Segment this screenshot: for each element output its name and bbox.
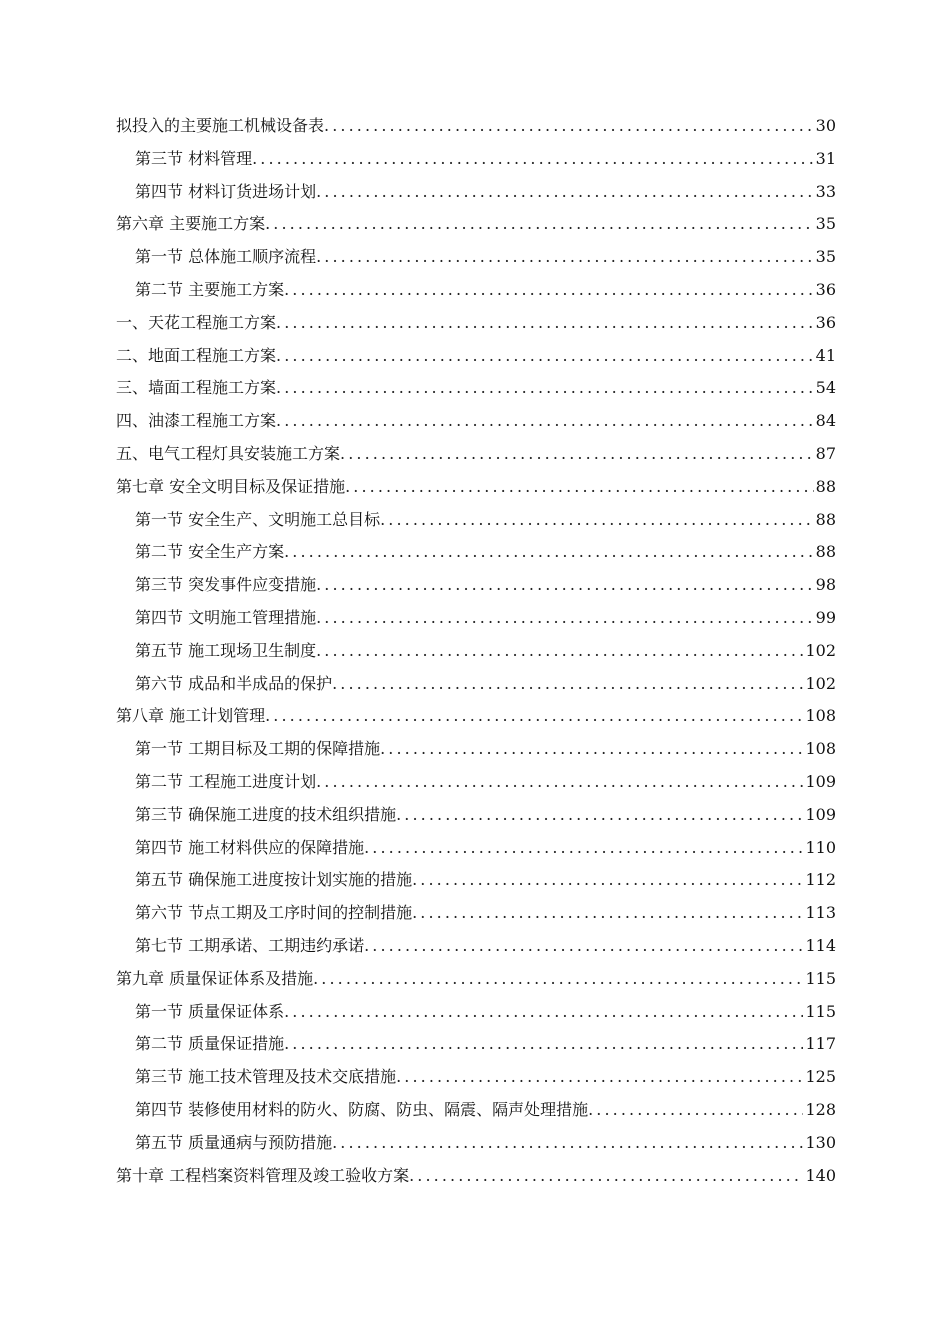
dot-leader: [316, 635, 803, 668]
toc-entry-label: 第五节 施工现场卫生制度: [135, 640, 317, 660]
toc-entry[interactable]: [116, 635, 836, 668]
dot-leader: [276, 372, 814, 405]
toc-page-number: 35: [815, 214, 836, 234]
toc-page-number: 87: [815, 443, 836, 463]
toc-page-number: 113: [805, 903, 836, 923]
table-of-contents: [116, 110, 836, 1192]
toc-entry[interactable]: [116, 569, 836, 602]
toc-entry[interactable]: [116, 536, 836, 569]
dot-leader: [588, 1094, 803, 1127]
dot-leader: [324, 110, 814, 143]
dot-leader: [316, 176, 814, 209]
toc-entry-label: 第四节 文明施工管理措施: [135, 607, 317, 627]
toc-entry-label: 第一节 总体施工顺序流程: [135, 247, 317, 267]
toc-page-number: 108: [805, 706, 836, 726]
dot-leader: [265, 208, 814, 241]
dot-leader: [412, 864, 803, 897]
toc-entry[interactable]: [116, 1160, 836, 1193]
dot-leader: [364, 832, 803, 865]
toc-entry[interactable]: [116, 438, 836, 471]
dot-leader: [380, 504, 814, 537]
toc-entry-label: 第三节 施工技术管理及技术交底措施: [135, 1067, 397, 1087]
toc-page-number: 115: [805, 1001, 836, 1021]
dot-leader: [316, 602, 814, 635]
toc-page-number: 128: [805, 1099, 836, 1119]
toc-entry-label: 第二节 主要施工方案: [135, 279, 285, 299]
toc-entry-label: 第十章 工程档案资料管理及竣工验收方案: [116, 1165, 410, 1185]
dot-leader: [396, 799, 803, 832]
dot-leader: [284, 996, 803, 1029]
toc-entry-label: 第二节 质量保证措施: [135, 1034, 285, 1054]
toc-page-number: 109: [805, 804, 836, 824]
toc-entry-label: 第一节 工期目标及工期的保障措施: [135, 739, 381, 759]
toc-entry[interactable]: [116, 176, 836, 209]
toc-entry-label: 第一节 质量保证体系: [135, 1001, 285, 1021]
toc-page-number: 41: [815, 345, 836, 365]
toc-entry-label: 第四节 材料订货进场计划: [135, 181, 317, 201]
toc-entry-label: 拟投入的主要施工机械设备表: [116, 116, 325, 135]
dot-leader: [364, 930, 803, 963]
toc-entry-label: 第四节 装修使用材料的防火、防腐、防虫、隔震、隔声处理措施: [135, 1099, 589, 1119]
toc-entry-label: 第三节 确保施工进度的技术组织措施: [135, 804, 397, 824]
toc-page-number: 98: [815, 575, 836, 595]
toc-page-number: 54: [815, 378, 836, 398]
dot-leader: [396, 1061, 803, 1094]
toc-entry[interactable]: [116, 1127, 836, 1160]
toc-entry-label: 第五节 质量通病与预防措施: [135, 1132, 333, 1152]
toc-entry-label: 第一节 安全生产、文明施工总目标: [135, 509, 381, 529]
toc-entry-label: 第六章 主要施工方案: [116, 214, 266, 234]
toc-entry-label: 第二节 工程施工进度计划: [135, 771, 317, 791]
dot-leader: [276, 405, 814, 438]
dot-leader: [313, 963, 803, 996]
dot-leader: [284, 1028, 803, 1061]
toc-page-number: 112: [805, 870, 836, 890]
dot-leader: [332, 1127, 803, 1160]
toc-entry[interactable]: [116, 864, 836, 897]
toc-entry-label: 第八章 施工计划管理: [116, 706, 266, 726]
dot-leader: [340, 438, 814, 471]
toc-entry[interactable]: [116, 897, 836, 930]
dot-leader: [276, 340, 814, 373]
toc-entry[interactable]: [116, 799, 836, 832]
toc-page-number: 109: [805, 771, 836, 791]
toc-page-number: 102: [805, 640, 836, 660]
toc-entry[interactable]: [116, 733, 836, 766]
toc-entry-label: 第七节 工期承诺、工期违约承诺: [135, 935, 365, 955]
toc-page-number: 130: [805, 1132, 836, 1152]
toc-entry-label: 第三节 材料管理: [135, 148, 253, 168]
toc-entry-label: 第九章 质量保证体系及措施: [116, 968, 314, 988]
toc-page-number: 115: [805, 968, 836, 988]
toc-page-number: 110: [805, 837, 836, 857]
toc-page-number: 88: [815, 476, 836, 496]
toc-entry-label: 第六节 成品和半成品的保护: [135, 673, 333, 693]
toc-entry[interactable]: [116, 143, 836, 176]
toc-entry-label: 一、天花工程施工方案: [116, 312, 277, 332]
dot-leader: [265, 700, 803, 733]
dot-leader: [345, 471, 814, 504]
toc-page-number: 114: [805, 935, 836, 955]
toc-page-number: 35: [815, 247, 836, 267]
toc-entry[interactable]: [116, 700, 836, 733]
toc-page-number: 88: [815, 509, 836, 529]
toc-page-number: 33: [815, 181, 836, 201]
dot-leader: [252, 143, 814, 176]
toc-entry-label: 五、电气工程灯具安装施工方案: [116, 443, 341, 463]
toc-page-number: 36: [815, 279, 836, 299]
dot-leader: [409, 1160, 803, 1193]
toc-entry[interactable]: [116, 602, 836, 635]
toc-entry[interactable]: [116, 307, 836, 340]
toc-page-number: 31: [815, 148, 836, 168]
dot-leader: [316, 766, 803, 799]
toc-page-number: 102: [805, 673, 836, 693]
toc-entry[interactable]: [116, 1094, 836, 1127]
toc-entry[interactable]: [116, 274, 836, 307]
toc-entry[interactable]: [116, 504, 836, 537]
toc-entry[interactable]: [116, 372, 836, 405]
toc-entry[interactable]: [116, 340, 836, 373]
toc-entry[interactable]: [116, 668, 836, 701]
toc-entry[interactable]: [116, 208, 836, 241]
toc-entry[interactable]: [116, 110, 836, 143]
dot-leader: [316, 241, 814, 274]
dot-leader: [284, 274, 814, 307]
toc-entry-label: 第五节 确保施工进度按计划实施的措施: [135, 870, 413, 890]
toc-page-number: 117: [805, 1034, 836, 1054]
dot-leader: [412, 897, 803, 930]
toc-entry[interactable]: [116, 1028, 836, 1061]
toc-page-number: 88: [815, 542, 836, 562]
dot-leader: [332, 668, 803, 701]
toc-entry[interactable]: [116, 930, 836, 963]
toc-entry[interactable]: [116, 405, 836, 438]
toc-page-number: 84: [815, 411, 836, 431]
toc-entry-label: 四、油漆工程施工方案: [116, 411, 277, 431]
toc-page-number: 125: [805, 1067, 836, 1087]
toc-entry-label: 三、墙面工程施工方案: [116, 378, 277, 398]
toc-page-number: 30: [815, 116, 836, 135]
toc-page-number: 140: [805, 1165, 836, 1185]
toc-page-number: 108: [805, 739, 836, 759]
dot-leader: [380, 733, 803, 766]
toc-entry[interactable]: [116, 832, 836, 865]
toc-entry-label: 二、地面工程施工方案: [116, 345, 277, 365]
toc-entry-label: 第二节 安全生产方案: [135, 542, 285, 562]
dot-leader: [284, 536, 814, 569]
toc-entry[interactable]: [116, 766, 836, 799]
toc-entry-label: 第三节 突发事件应变措施: [135, 575, 317, 595]
dot-leader: [316, 569, 814, 602]
dot-leader: [276, 307, 814, 340]
toc-entry[interactable]: [116, 1061, 836, 1094]
toc-entry-label: 第六节 节点工期及工序时间的控制措施: [135, 903, 413, 923]
toc-entry[interactable]: [116, 241, 836, 274]
toc-page-number: 99: [815, 607, 836, 627]
toc-entry-label: 第四节 施工材料供应的保障措施: [135, 837, 365, 857]
toc-page-number: 36: [815, 312, 836, 332]
toc-entry[interactable]: [116, 471, 836, 504]
toc-entry-label: 第七章 安全文明目标及保证措施: [116, 476, 346, 496]
toc-entry[interactable]: [116, 996, 836, 1029]
toc-entry[interactable]: [116, 963, 836, 996]
